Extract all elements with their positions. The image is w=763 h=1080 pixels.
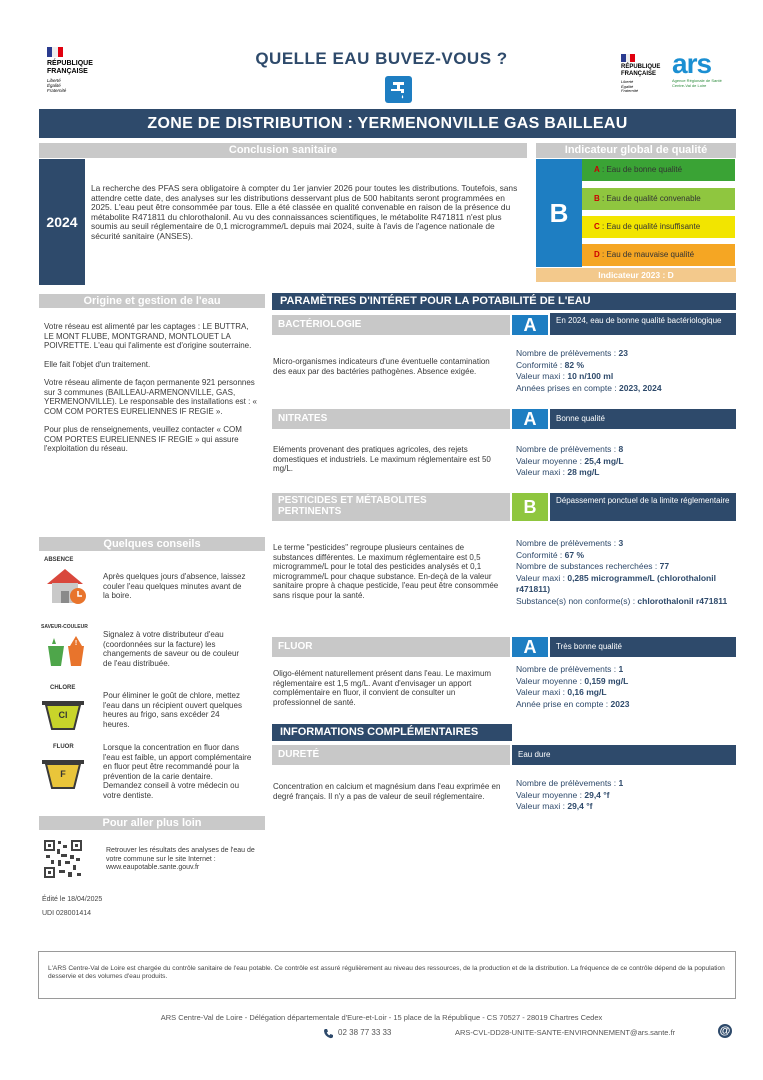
level-c-letter: C — [594, 222, 600, 231]
quality-level-c — [582, 216, 735, 238]
tip-absence-label: ABSENCE — [44, 557, 74, 563]
nitrates-quality: Bonne qualité — [550, 409, 736, 429]
footer-phone[interactable]: 02 38 77 33 33 — [338, 1028, 392, 1037]
fluor-stat-label: Nombre de prélèvements : — [516, 664, 619, 674]
fluor-stat-row — [516, 699, 738, 711]
pest-stat-row — [516, 561, 738, 573]
durete-desc: Concentration en calcium et magnésium dans l'eau exprimée en degré français. Il n'y a pas de valeur de seuil réglementaire. — [273, 782, 501, 801]
tap-icon — [385, 76, 412, 103]
durete-stat-label: Nombre de prélèvements : — [516, 778, 619, 788]
tip-saveur-text: Signalez à votre distributeur d'eau (coordonnées sur la facture) les changements de saveur ou de couleur de l'eau distribuée. — [103, 630, 240, 668]
marianne-icon-right — [621, 54, 635, 62]
pest-stat-row — [516, 538, 738, 550]
level-d-label: : Eau de mauvaise qualité — [599, 250, 695, 259]
quality-level-d — [582, 244, 735, 266]
page-title: QUELLE EAU BUVEZ-VOUS ? — [255, 49, 508, 68]
ars-logo-sub: Agence Régionale de Santé Centre-Val de Loire — [672, 78, 722, 88]
motto-r2: Égalité — [621, 83, 634, 89]
zone-title-bar — [39, 109, 736, 138]
further-text: Retrouver les résultats des analyses de l'eau de votre commune sur le site Internet : www.eaupotable.sante.gouv.fr — [106, 847, 255, 871]
pest-grade: B — [512, 493, 548, 521]
fluor-bowl-icon — [40, 754, 86, 792]
bact-stat-row — [516, 348, 738, 360]
bact-bar: BACTÉRIOLOGIE — [272, 315, 510, 335]
origin-header: Origine et gestion de l'eau — [39, 294, 265, 308]
tip-chlore-text: Pour éliminer le goût de chlore, mettez l'eau dans un récipient ouvert quelques heures au frigo, sans excéder 24 heures. — [103, 691, 242, 729]
level-a-label: : Eau de bonne qualité — [599, 165, 683, 174]
nitrates-grade: A — [512, 409, 548, 429]
gov-name-line1: RÉPUBLIQUE — [47, 60, 93, 67]
phone-icon — [323, 1026, 334, 1037]
origin-text — [44, 322, 259, 454]
chlore-bowl-icon — [40, 695, 86, 733]
chlore-icon-text: Cl — [58, 710, 68, 720]
nitrates-stat-value: 25,4 mg/L — [584, 455, 624, 466]
nitrates-bar: NITRATES — [272, 409, 510, 429]
pest-stat-value: 67 % — [564, 549, 585, 560]
durete-stat-label: Valeur maxi : — [516, 801, 568, 811]
conclusion-text: La recherche des PFAS sera obligatoire à compter du 1er janvier 2026 pour toutes les distributions. Toutefois, sans attendre cette date, des analyses sur les distributions desservant plus de 500 habitants seront programmées en 2025. L'eau peut être consommée par tous. Elle a été classée en qualité convenable en raison de la présence du métabolite R471811 du chlorothalonil. Au vu des connaissances scientifiques, le métabolite R471811 n'est plus soumis au seuil réglementaire de 0,1 microgramme/L depuis mai 2024, suite à l'avis de l'agence nationale de sécurité sanitaire (ANSES). — [91, 183, 518, 241]
motto-3: Fraternité — [47, 88, 67, 93]
durete-stat-row — [516, 790, 738, 802]
bact-grade: A — [512, 315, 548, 335]
durete-quality: Eau dure — [512, 745, 736, 765]
further-header: Pour aller plus loin — [39, 816, 265, 830]
durete-stat-row — [516, 801, 738, 813]
tip-fluor-text: Lorsque la concentration en fluor dans l'eau est faible, un apport complémentaire en fluor peut être recommandé pour la prévention de la carie dentaire. Demandez conseil à votre médecin ou votre dentiste. — [103, 743, 252, 800]
pest-stat-value: chlorothalonil r471811 — [637, 595, 728, 606]
glasses-warning-icon — [44, 634, 88, 668]
nitrates-stat-label: Valeur moyenne : — [516, 455, 585, 466]
pest-stat-label: Nombre de prélèvements : — [516, 538, 619, 548]
tips-header: Quelques conseils — [39, 537, 265, 551]
durete-stat-value: 1 — [618, 778, 624, 788]
pest-stat-label: Nombre de substances recherchées : — [516, 561, 660, 571]
fluor-stat-row — [516, 676, 738, 688]
level-d-letter: D — [594, 250, 600, 259]
durete-stat-label: Valeur moyenne : — [516, 789, 585, 800]
nitrates-desc: Eléments provenant des pratiques agricoles, des rejets domestiques et industriels. Le maximum réglementaire est 50 mg/L. — [273, 445, 491, 473]
nitrates-stats — [516, 444, 738, 479]
pest-quality: Dépassement ponctuel de la limite réglementaire — [550, 493, 736, 521]
pest-stat-row — [516, 573, 738, 596]
durete-stat-value: 29,4 °f — [567, 801, 593, 811]
bact-stats — [516, 348, 738, 394]
fluor-icon-text: F — [60, 769, 66, 779]
ars-logo — [672, 50, 732, 88]
bact-stat-label: Conformité : — [516, 359, 565, 370]
quality-level-b — [582, 188, 735, 210]
quality-grade: B — [549, 197, 569, 228]
nitrates-stat-row — [516, 467, 738, 479]
nitrates-stat-label: Valeur maxi : — [516, 467, 568, 477]
pest-desc: Le terme "pesticides" regroupe plusieurs centaines de substances différentes. Le maximum réglementaire est 0,5 microgramme/L pour le total des pesticides analysés et 0,1 microgramme/L pour chaque substance. En-deçà de la valeur sanitaire propre à chaque pesticide, l'eau peut être consommée sans risque pour la santé. — [273, 543, 499, 600]
level-b-label: : Eau de qualité convenable — [599, 194, 701, 203]
durete-stat-row — [516, 778, 738, 790]
fluor-desc: Oligo-élément naturellement présent dans l'eau. Le maximum réglementaire est 1,5 mg/L. Avant d'envisager un apport complémentaire en fluor, il convient de consulter un professionnel de santé. — [273, 669, 492, 707]
pest-bar: PESTICIDES ET MÉTABOLITES PERTINENTS — [272, 493, 510, 521]
zone-title: ZONE DE DISTRIBUTION : YERMENONVILLE GAS BAILLEAU — [147, 114, 628, 132]
bact-stat-value: 82 % — [564, 359, 585, 370]
fluor-grade: A — [512, 637, 548, 657]
gov-logo-right — [621, 54, 673, 94]
quality-header: Indicateur global de qualité — [536, 143, 736, 158]
edited-date: Édité le 18/04/2025 — [42, 896, 103, 903]
pest-stat-value: 77 — [659, 561, 670, 571]
motto-r1: Liberté — [621, 79, 634, 84]
conclusion-year: 2024 — [46, 214, 78, 230]
bact-stat-label: Années prises en compte : — [516, 382, 620, 393]
fluor-stats — [516, 664, 738, 710]
durete-stats — [516, 778, 738, 813]
house-clock-icon — [45, 566, 89, 606]
at-icon: @ — [719, 1025, 731, 1037]
pest-stat-value: 3 — [618, 538, 624, 548]
udi-code: UDI 028001414 — [42, 910, 92, 917]
nitrates-stat-value: 28 mg/L — [567, 467, 600, 477]
quality-previous: Indicateur 2023 : D — [536, 268, 736, 282]
ars-logo-text: ars — [672, 48, 712, 79]
fluor-stat-row — [516, 687, 738, 699]
bact-stat-label: Nombre de prélèvements : — [516, 348, 619, 358]
footer-note-box — [38, 951, 736, 999]
tip-fluor-label: FLUOR — [53, 744, 74, 750]
level-b-letter: B — [594, 194, 600, 203]
footer-address: ARS Centre-Val de Loire - Délégation départementale d'Eure-et-Loir - 15 place de la République - CS 70527 - 28019 Chartres Cedex — [160, 1013, 603, 1022]
motto-r3: Fraternité — [621, 88, 639, 93]
bact-stat-row — [516, 383, 738, 395]
fluor-stat-value: 2023 — [610, 698, 630, 709]
fluor-stat-label: Valeur maxi : — [516, 687, 568, 697]
bact-desc: Micro-organismes indicateurs d'une éventuelle contamination des eaux par des bactéries pathogènes. Absence exigée. — [273, 357, 490, 376]
bact-stat-row — [516, 360, 738, 372]
params-header: PARAMÈTRES D'INTÉRET POUR LA POTABILITÉ DE L'EAU — [272, 293, 736, 310]
footer-note: L'ARS Centre-Val de Loire est chargée du contrôle sanitaire de l'eau potable. Ce contrôle est assuré régulièrement au niveau des ressources, de la production et de la distribution. La fréquence de ce contrôle dépend de la population desservie et des volumes d'eau produits. — [48, 965, 725, 980]
pest-stat-row — [516, 550, 738, 562]
bact-stat-value: 23 — [618, 348, 628, 358]
motto-1: Liberté — [47, 78, 61, 83]
fluor-stat-value: 0,16 mg/L — [567, 687, 607, 697]
pest-stat-row — [516, 596, 738, 608]
fluor-stat-label: Année prise en compte : — [516, 698, 611, 709]
qr-code[interactable] — [43, 839, 83, 879]
pest-stat-label: Substance(s) non conforme(s) : — [516, 595, 638, 606]
origin-p3: Votre réseau alimente de façon permanente 921 personnes sur 3 communes (BAILLEAU-ARMENONVILLE, GAS, YERMENONVILLE). Le responsable des installations est : « COM COM PORTES EURELIENNES IF REGIE ». — [44, 378, 257, 416]
fluor-bar: FLUOR — [272, 637, 510, 657]
svg-text:!: ! — [74, 640, 78, 647]
fluor-stat-value: 0,159 mg/L — [584, 675, 629, 686]
gov-name-line2: FRANÇAISE — [47, 68, 88, 75]
gov-right-line2: FRANÇAISE — [621, 71, 657, 77]
nitrates-stat-row — [516, 456, 738, 468]
pest-stat-value: 0,285 microgramme/L (chlorothalonil r471811) — [516, 572, 716, 594]
origin-p4: Pour plus de renseignements, veuillez contacter « COM COM PORTES EURELIENNES IF REGIE » qui assure l'exploitation du réseau. — [44, 425, 242, 453]
bact-stat-label: Valeur maxi : — [516, 371, 568, 381]
level-c-label: : Eau de qualité insuffisante — [599, 222, 701, 231]
tip-chlore-label: CHLORE — [50, 685, 76, 691]
tip-absence-text: Après quelques jours d'absence, laissez couler l'eau quelques minutes avant de la boire. — [103, 572, 246, 600]
quality-level-a — [582, 159, 735, 181]
conclusion-box — [39, 159, 527, 285]
conclusion-header: Conclusion sanitaire — [39, 143, 527, 158]
nitrates-stat-label: Nombre de prélèvements : — [516, 444, 619, 454]
fluor-stat-value: 1 — [618, 664, 624, 674]
conclusion-year-box — [39, 159, 85, 285]
info-header: INFORMATIONS COMPLÉMENTAIRES — [272, 724, 512, 741]
pest-stats — [516, 538, 738, 607]
footer-email[interactable]: ARS-CVL-DD28-UNITE-SANTE-ENVIRONNEMENT@ars.sante.fr — [455, 1028, 676, 1037]
bact-quality: En 2024, eau de bonne qualité bactériologique — [550, 313, 736, 335]
quality-grade-box — [536, 159, 582, 267]
pest-stat-label: Conformité : — [516, 549, 565, 560]
fluor-stat-label: Valeur moyenne : — [516, 675, 585, 686]
durete-stat-value: 29,4 °f — [584, 789, 610, 800]
durete-bar: DURETÉ — [272, 745, 510, 765]
motto-2: Égalité — [47, 83, 61, 88]
tip-saveur-label: SAVEUR-COULEUR — [41, 624, 88, 630]
bact-stat-value: 10 n/100 ml — [567, 371, 614, 381]
fluor-stat-row — [516, 664, 738, 676]
pest-stat-label: Valeur maxi : — [516, 572, 568, 583]
gov-right-line1: RÉPUBLIQUE — [621, 64, 661, 70]
nitrates-stat-row — [516, 444, 738, 456]
origin-p1: Votre réseau est alimenté par les captages : LE BUTTRA, LE MONT FLUBE, MONTGRAND, MONTLOUET LA POIVRETTE. L'eau qui l'alimente est d'origine souterraine. — [44, 322, 252, 350]
nitrates-stat-value: 8 — [618, 444, 624, 454]
bact-stat-value: 2023, 2024 — [619, 382, 662, 393]
fluor-quality: Très bonne qualité — [550, 637, 736, 657]
origin-p2: Elle fait l'objet d'un traitement. — [44, 359, 151, 369]
level-a-letter: A — [594, 165, 600, 174]
bact-stat-row — [516, 371, 738, 383]
